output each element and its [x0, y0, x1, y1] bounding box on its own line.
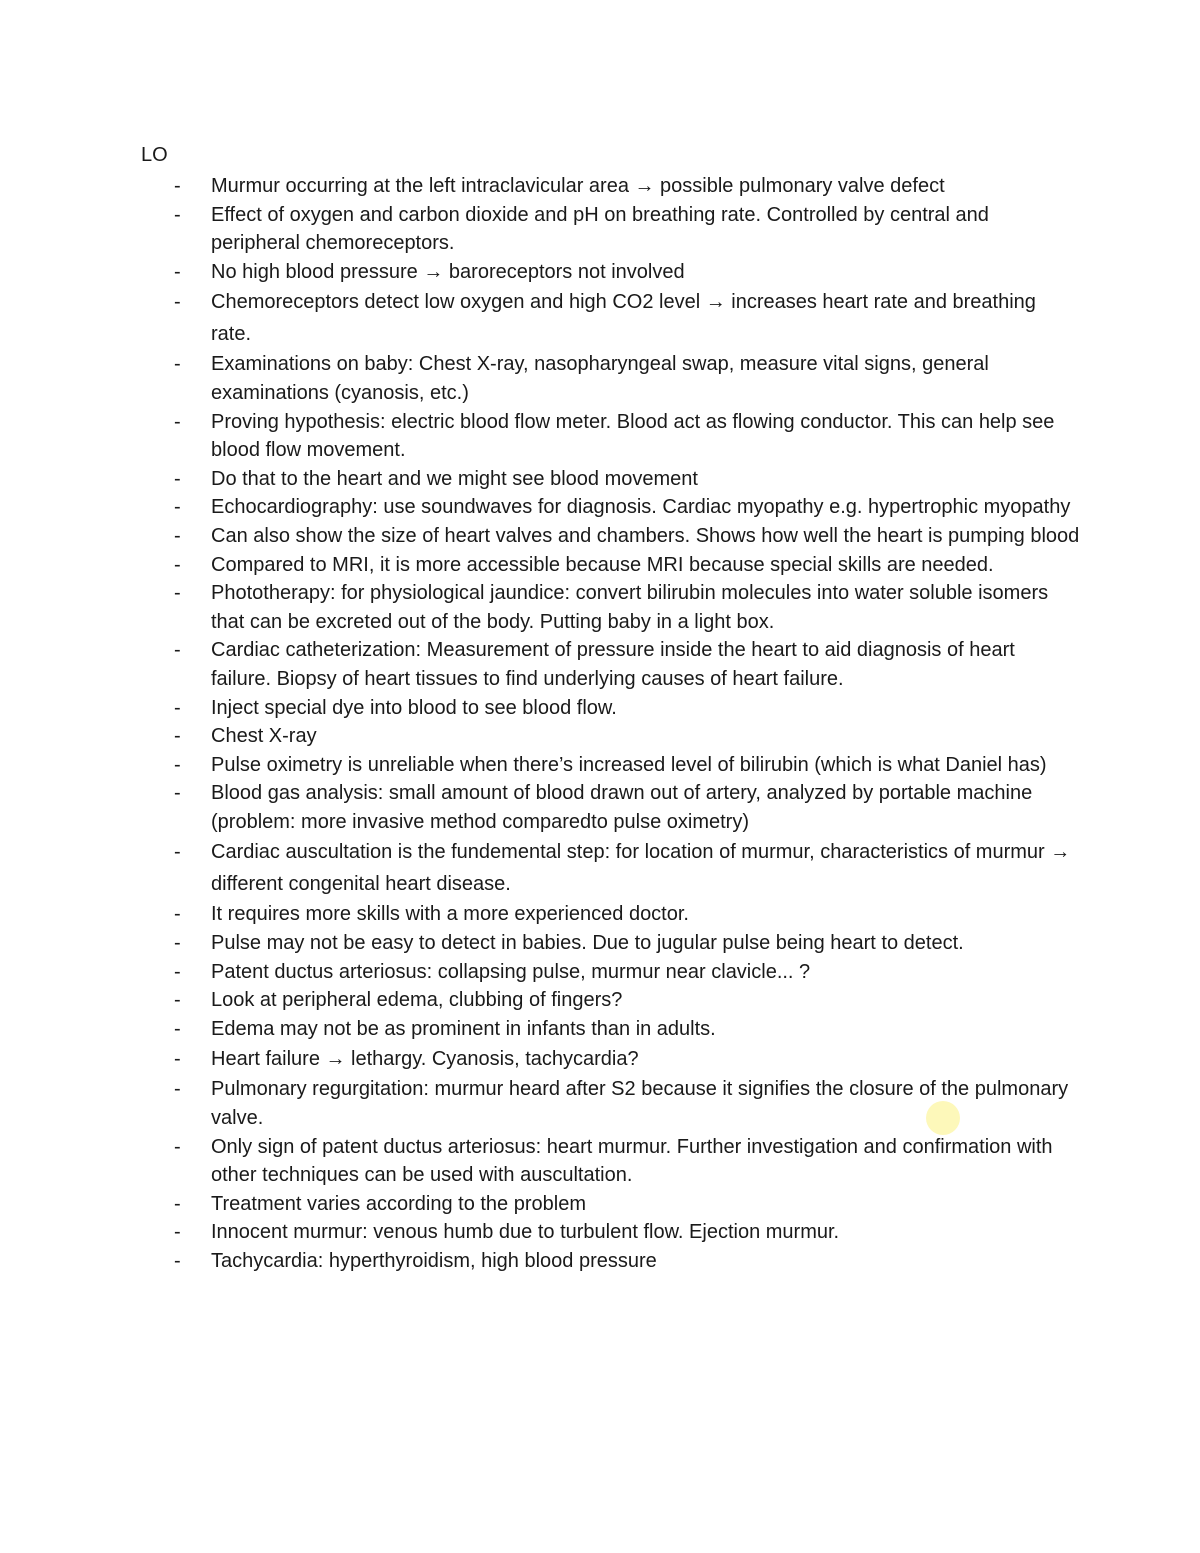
list-item	[0, 722, 1200, 751]
list-item-text: Pulse may not be easy to detect in babies. Due to jugular pulse being heart to detect.	[211, 932, 964, 955]
bullet-dash: -	[174, 1078, 181, 1101]
list-item	[0, 286, 1200, 350]
list-item-text: Cardiac catheterization: Measurement of pressure inside the heart to aid diagnosis of heart failure. Biopsy of heart tissues to find underlying causes of heart failure.	[211, 639, 1015, 690]
bullet-dash: -	[174, 903, 181, 926]
list-item-text: Chest X-ray	[211, 725, 317, 748]
list-item	[0, 258, 1200, 287]
list-item	[0, 522, 1200, 551]
list-item	[0, 636, 1200, 693]
list-item	[0, 1075, 1200, 1132]
bullet-dash: -	[174, 467, 181, 490]
list-item-text: Compared to MRI, it is more accessible because MRI because special skills are needed.	[211, 553, 994, 576]
list-item-text: Edema may not be as prominent in infants than in adults.	[211, 1017, 716, 1040]
list-item-text: No high blood pressure → baroreceptors not involved	[211, 260, 685, 283]
list-item-text: Proving hypothesis: electric blood flow meter. Blood act as flowing conductor. This can help see blood flow movement.	[211, 410, 1055, 462]
list-item-text: Pulmonary regurgitation: murmur heard after S2 because it signifies the closure of the pulmonary valve.	[211, 1078, 1069, 1130]
bullet-dash: -	[174, 1192, 181, 1215]
bullet-dash: -	[174, 696, 181, 719]
bullet-dash: -	[174, 1048, 181, 1071]
list-item-text: Inject special dye into blood to see blood flow.	[211, 696, 617, 719]
list-item-text: Echocardiography: use soundwaves for diagnosis. Cardiac myopathy e.g. hypertrophic myopathy	[211, 496, 1071, 519]
list-item	[0, 350, 1200, 407]
list-item	[0, 493, 1200, 522]
bullet-dash: -	[174, 291, 181, 314]
list-item-text: Murmur occurring at the left intraclavicular area → possible pulmonary valve defect	[211, 175, 945, 197]
page-heading: LO	[141, 144, 168, 166]
list-item-text: Patent ductus arteriosus: collapsing pulse, murmur near clavicle... ?	[211, 960, 811, 983]
list-item	[0, 900, 1200, 929]
list-item-text: Do that to the heart and we might see blood movement	[211, 467, 698, 490]
list-item	[0, 1015, 1200, 1044]
bullet-dash: -	[174, 553, 181, 576]
list-item	[0, 751, 1200, 780]
list-item-text: Phototherapy: for physiological jaundice: convert bilirubin molecules into water soluble isomers that can be excreted out of the body. Putting baby in a light box.	[211, 582, 1049, 633]
list-item-text: Tachycardia: hyperthyroidism, high blood pressure	[211, 1250, 657, 1272]
list-item	[0, 694, 1200, 723]
list-item	[0, 958, 1200, 987]
list-item	[0, 465, 1200, 494]
bullet-dash: -	[174, 260, 181, 283]
list-item	[0, 1190, 1200, 1219]
bullet-dash: -	[174, 989, 181, 1012]
bullet-dash: -	[174, 960, 181, 983]
bullet-dash: -	[174, 410, 181, 433]
cursor-highlight	[926, 1101, 960, 1135]
bullet-dash: -	[174, 175, 181, 197]
bullet-dash: -	[174, 639, 181, 662]
bullet-dash: -	[174, 753, 181, 776]
bullet-dash: -	[174, 841, 181, 864]
list-item	[0, 836, 1200, 900]
bullet-dash: -	[174, 1250, 181, 1272]
list-item	[0, 1133, 1200, 1190]
list-item-text: Cardiac auscultation is the fundemental step: for location of murmur, characteristics of murmur → different congenital heart disease.	[211, 841, 1071, 896]
list-item	[0, 1247, 1200, 1276]
list-item	[0, 551, 1200, 580]
list-item	[0, 929, 1200, 958]
list-item-text: Blood gas analysis: small amount of blood drawn out of artery, analyzed by portable machine (problem: more invasive method comparedto pulse oximetry)	[211, 782, 1033, 833]
list-item-text: Heart failure → lethargy. Cyanosis, tachycardia?	[211, 1048, 639, 1071]
bullet-dash: -	[174, 203, 181, 226]
list-item-text: Examinations on baby: Chest X-ray, nasopharyngeal swap, measure vital signs, general examinations (cyanosis, etc.)	[211, 353, 989, 404]
list-item	[0, 986, 1200, 1015]
list-item-text: Treatment varies according to the problem	[211, 1192, 586, 1215]
list-item-text: Look at peripheral edema, clubbing of fingers?	[211, 989, 623, 1012]
bullet-dash: -	[174, 932, 181, 955]
list-item-text: Innocent murmur: venous humb due to turbulent flow. Ejection murmur.	[211, 1221, 840, 1244]
list-item	[0, 172, 1200, 201]
bullet-dash: -	[174, 524, 181, 547]
list-item	[0, 1043, 1200, 1075]
list-item-text: It requires more skills with a more experienced doctor.	[211, 903, 689, 926]
bullet-dash: -	[174, 1017, 181, 1040]
bullet-dash: -	[174, 582, 181, 605]
bullet-dash: -	[174, 353, 181, 376]
list-item-text: Only sign of patent ductus arteriosus: heart murmur. Further investigation and confirmation with other techniques can be used with auscultation.	[211, 1135, 1053, 1187]
list-item-text: Pulse oximetry is unreliable when there’s increased level of bilirubin (which is what Daniel has)	[211, 753, 1047, 776]
list-item	[0, 408, 1200, 465]
bullet-dash: -	[174, 782, 181, 805]
list-item	[0, 579, 1200, 636]
list-item-text: Can also show the size of heart valves and chambers. Shows how well the heart is pumping blood	[211, 524, 1080, 547]
list-item-text: Chemoreceptors detect low oxygen and high CO2 level → increases heart rate and breathing rate.	[211, 291, 1036, 346]
bullet-dash: -	[174, 496, 181, 519]
bullet-dash: -	[174, 725, 181, 748]
list-item	[0, 1218, 1200, 1247]
list-item	[0, 779, 1200, 836]
bullet-dash: -	[174, 1135, 181, 1158]
bullet-dash: -	[174, 1221, 181, 1244]
list-item	[0, 201, 1200, 258]
list-item-text: Effect of oxygen and carbon dioxide and pH on breathing rate. Controlled by central and peripheral chemoreceptors.	[211, 203, 989, 255]
notes-list	[0, 172, 1200, 1276]
